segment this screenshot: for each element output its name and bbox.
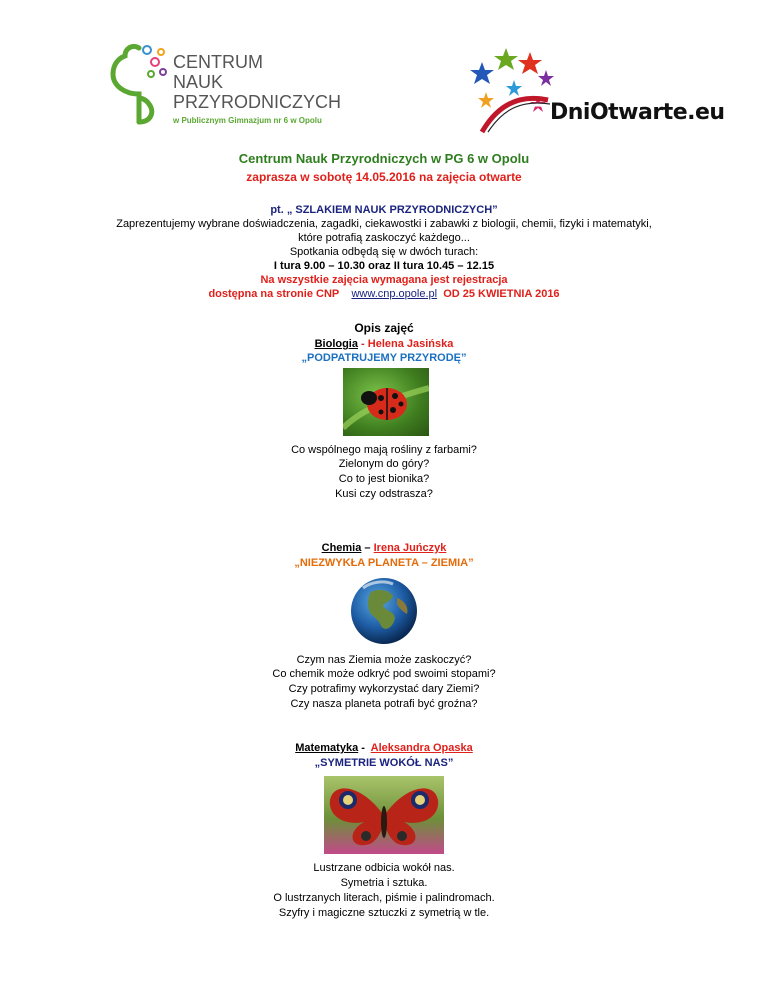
session-math-title: „SYMETRIE WOKÓŁ NAS” <box>314 757 454 769</box>
biology-line-4: Kusi czy odstrasza? <box>335 488 433 500</box>
registration-link-line <box>0 287 768 301</box>
biology-line-1: Co wspólnego mają rośliny z farbami? <box>291 444 477 456</box>
chemistry-line-1: Czym nas Ziemia może zaskoczyć? <box>296 654 472 666</box>
session-math-header: Matematyka - Aleksandra Opaska <box>295 742 473 754</box>
subject-name: Matematyka <box>295 742 359 754</box>
session-chemistry-header: Chemia – Irena Juńczyk <box>321 542 447 554</box>
teacher-name: Irena Juńczyk <box>373 542 447 554</box>
schedule-line: I tura 9.00 – 10.30 oraz II tura 10.45 – 12.15 <box>273 260 495 272</box>
session-biology-header: Biologia - Helena Jasińska <box>314 338 454 350</box>
registration-date: OD 25 KWIETNIA 2016 <box>443 288 560 300</box>
page-title: Centrum Nauk Przyrodniczych w PG 6 w Opolu <box>238 151 530 166</box>
logo-line-centrum: CENTRUM <box>173 52 263 72</box>
intro-line-3: Spotkania odbędą się w dwóch turach: <box>289 246 479 258</box>
section-title: Opis zajęć <box>354 321 414 335</box>
subject-name: Biologia <box>314 338 358 350</box>
teacher-name: Helena Jasińska <box>367 338 454 350</box>
stars-swoosh-icon <box>468 44 558 136</box>
logo-subline: w Publicznym Gimnazjum nr 6 w Opolu <box>173 116 322 125</box>
cnp-logo <box>105 42 345 132</box>
earth-globe-photo <box>349 576 419 646</box>
math-line-3: O lustrzanych literach, piśmie i palindromach. <box>273 892 495 904</box>
biology-line-2: Zielonym do góry? <box>338 458 430 470</box>
math-line-1: Lustrzane odbicia wokół nas. <box>313 862 455 874</box>
ladybug-photo <box>343 368 429 436</box>
math-line-2: Symetria i sztuka. <box>340 877 428 889</box>
intro-line-2: które potrafią zaskoczyć każdego... <box>298 232 470 244</box>
registration-text: dostępna na stronie CNP <box>208 288 340 300</box>
dni-otwarte-logo <box>468 44 725 140</box>
chemistry-line-4: Czy nasza planeta potrafi być groźna? <box>290 698 478 710</box>
logo-line-nauk: NAUK <box>173 72 224 92</box>
registration-line: Na wszystkie zajęcia wymagana jest rejestracja <box>260 274 508 286</box>
dni-otwarte-text: DniOtwarte.eu <box>550 100 725 125</box>
logo-line-przyrodniczych: PRZYRODNICZYCH <box>173 92 342 112</box>
session-chemistry-title: „NIEZWYKŁA PLANETA – ZIEMIA” <box>294 557 474 569</box>
invite-line: zaprasza w sobotę 14.05.2016 na zajęcia otwarte <box>246 170 522 184</box>
biology-line-3: Co to jest bionika? <box>338 473 430 485</box>
chemistry-line-3: Czy potrafimy wykorzystać dary Ziemi? <box>288 683 480 695</box>
session-biology-title: „PODPATRUJEMY PRZYRODĘ” <box>301 352 467 364</box>
theme-line: pt. „ SZLAKIEM NAUK PRZYRODNICZYCH” <box>270 204 498 216</box>
math-line-4: Szyfry i magiczne sztuczki z symetrią w tle. <box>278 907 490 919</box>
teacher-name: Aleksandra Opaska <box>370 742 473 754</box>
chemistry-line-2: Co chemik może odkryć pod swoimi stopami? <box>272 668 496 680</box>
intro-line-1: Zaprezentujemy wybrane doświadczenia, zagadki, ciekawostki i zabawki z biologii, chemii, fizyki i matematyki, <box>116 218 652 230</box>
tree-logo-icon <box>105 42 169 126</box>
cnp-website-link[interactable]: www.cnp.opole.pl <box>351 288 438 300</box>
subject-name: Chemia <box>321 542 362 554</box>
butterfly-photo <box>324 776 444 854</box>
